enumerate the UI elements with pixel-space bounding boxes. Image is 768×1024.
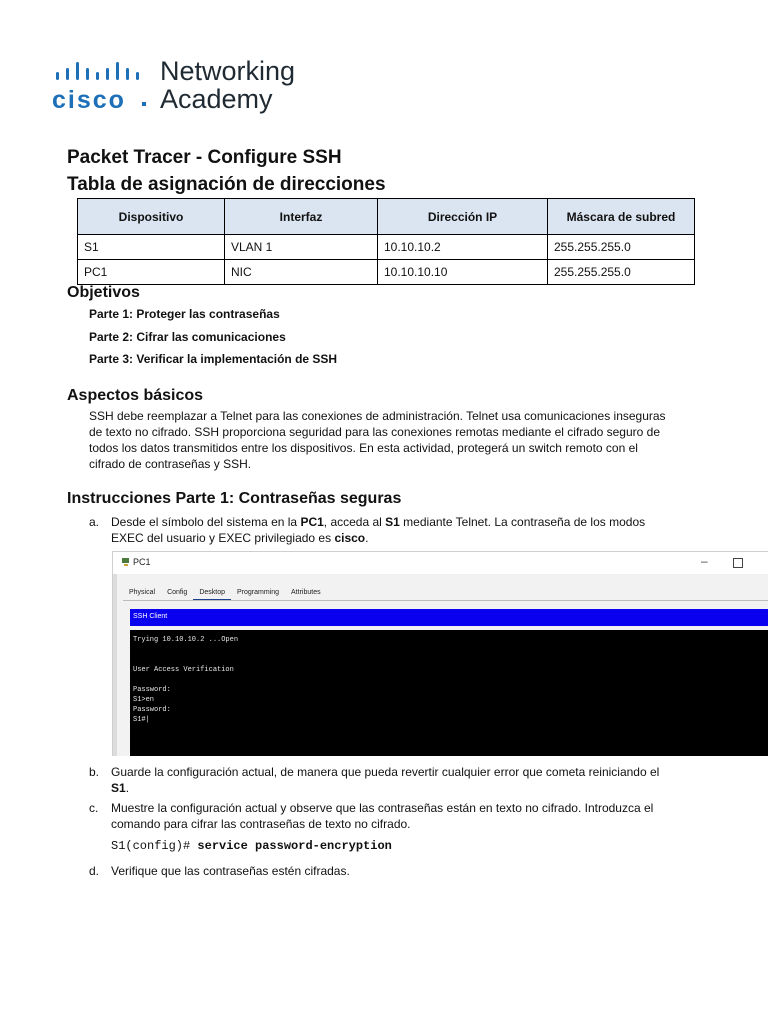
text-run: , acceda al [323,515,386,529]
bold-s1: S1 [385,515,400,529]
step-a-text [111,514,701,546]
minimize-icon[interactable]: – [701,554,708,568]
bold-s1: S1 [111,781,126,795]
background-heading: Aspectos básicos [67,387,204,404]
objective-item: Parte 1: Proteger las contraseñas [89,307,280,321]
step-c-letter: c. [89,801,99,815]
tab-attributes[interactable]: Attributes [291,589,321,596]
objective-item: Parte 3: Verificar la implementación de SSH [89,352,338,366]
table-header-row [78,199,695,235]
header-device: Dispositivo [78,199,225,235]
terminal-line: User Access Verification [133,666,234,674]
paragraph-line: cifrado de contraseñas y SSH. [89,457,252,471]
background-paragraph [89,408,699,472]
step-b-line1: Guarde la configuración actual, de manera que pueda revertir cualquier error que cometa reiniciando el [111,765,660,779]
window-titlebar [113,552,768,574]
cli-command: service password-encryption [197,839,392,853]
cell-interface: VLAN 1 [225,235,378,260]
tab-physical[interactable]: Physical [129,589,156,596]
step-c-text [111,800,701,832]
tab-config[interactable]: Config [167,589,188,596]
tab-desktop[interactable]: Desktop [193,586,231,601]
logo-academy: Academy [160,84,273,114]
text-run: mediante Telnet. La contraseña de los modos [399,515,646,529]
instructions-heading: Instrucciones Parte 1: Contraseñas seguras [67,490,402,507]
logo-networking: Networking [160,56,296,86]
maximize-icon[interactable] [733,558,743,568]
terminal-line: Password: [133,706,171,714]
cell-mask: 255.255.255.0 [548,235,695,260]
paragraph-line: todos los datos transmitidos entre los dispositivos. En esta actividad, protegerá un switch remoto con el [89,441,638,455]
step-b-line2 [111,780,701,796]
cell-device: PC1 [78,260,225,285]
cell-interface: NIC [225,260,378,285]
text-run: Desde el símbolo del sistema en la [111,515,301,529]
ssh-client-bar [130,609,768,626]
command-line [111,838,701,854]
cell-mask: 255.255.255.0 [548,260,695,285]
objectives-heading: Objetivos [67,284,140,301]
text-run: . [365,531,369,545]
bold-cisco: cisco [334,531,366,545]
ssh-client-label: SSH Client [133,613,168,620]
tab-programming[interactable]: Programming [237,589,280,596]
logo-dot [142,102,146,106]
objective-item: Parte 2: Cifrar las comunicaciones [89,330,286,344]
step-d-text: Verifique que las contraseñas estén cifradas. [111,864,350,878]
cisco-bars-icon [54,62,150,84]
header-ip: Dirección IP [378,199,548,235]
paragraph-line: de texto no cifrado. SSH proporciona seguridad para las conexiones remotas mediante el cifrado seguro de [89,425,661,439]
terminal-line: S1>en [133,696,155,704]
terminal-line: Password: [133,686,171,694]
window-title: PC1 [133,557,151,567]
header-interface: Interfaz [225,199,378,235]
left-edge-bar [113,574,117,756]
table-title: Tabla de asignación de direcciones [67,174,386,195]
table-row [78,260,695,285]
pc1-window-screenshot [112,551,768,756]
step-b-letter: b. [89,765,100,779]
step-a-line1 [111,514,701,530]
cisco-wordmark: cisco [52,86,126,114]
bold-pc1: PC1 [300,515,324,529]
step-d-letter: d. [89,864,100,878]
document-title: Packet Tracer - Configure SSH [67,147,342,168]
step-a-line2 [111,530,701,546]
table-row [78,235,695,260]
pc-icon [121,557,131,567]
text-run: EXEC del usuario y EXEC privilegiado es [111,531,335,545]
paragraph-line: SSH debe reemplazar a Telnet para las conexiones de administración. Telnet usa comunicaciones inseguras [89,409,666,423]
step-a-letter: a. [89,515,100,529]
header-mask: Máscara de subred [548,199,695,235]
step-c-line2: comando para cifrar las contraseñas de texto no cifrado. [111,817,411,831]
step-c-line1: Muestre la configuración actual y observe que las contraseñas están en texto no cifrado. Introduzca el [111,801,654,815]
cell-device: S1 [78,235,225,260]
tabs-divider [123,600,768,601]
terminal-output[interactable] [130,630,768,756]
cisco-networking-academy-logo [52,58,312,118]
cli-prompt: S1(config)# [111,839,198,853]
cell-ip: 10.10.10.2 [378,235,548,260]
step-b-text [111,764,701,796]
terminal-line: Trying 10.10.10.2 ...Open [133,636,239,644]
text-run: . [125,781,130,795]
terminal-line: S1#| [133,716,150,724]
cell-ip: 10.10.10.10 [378,260,548,285]
address-table [77,198,695,285]
